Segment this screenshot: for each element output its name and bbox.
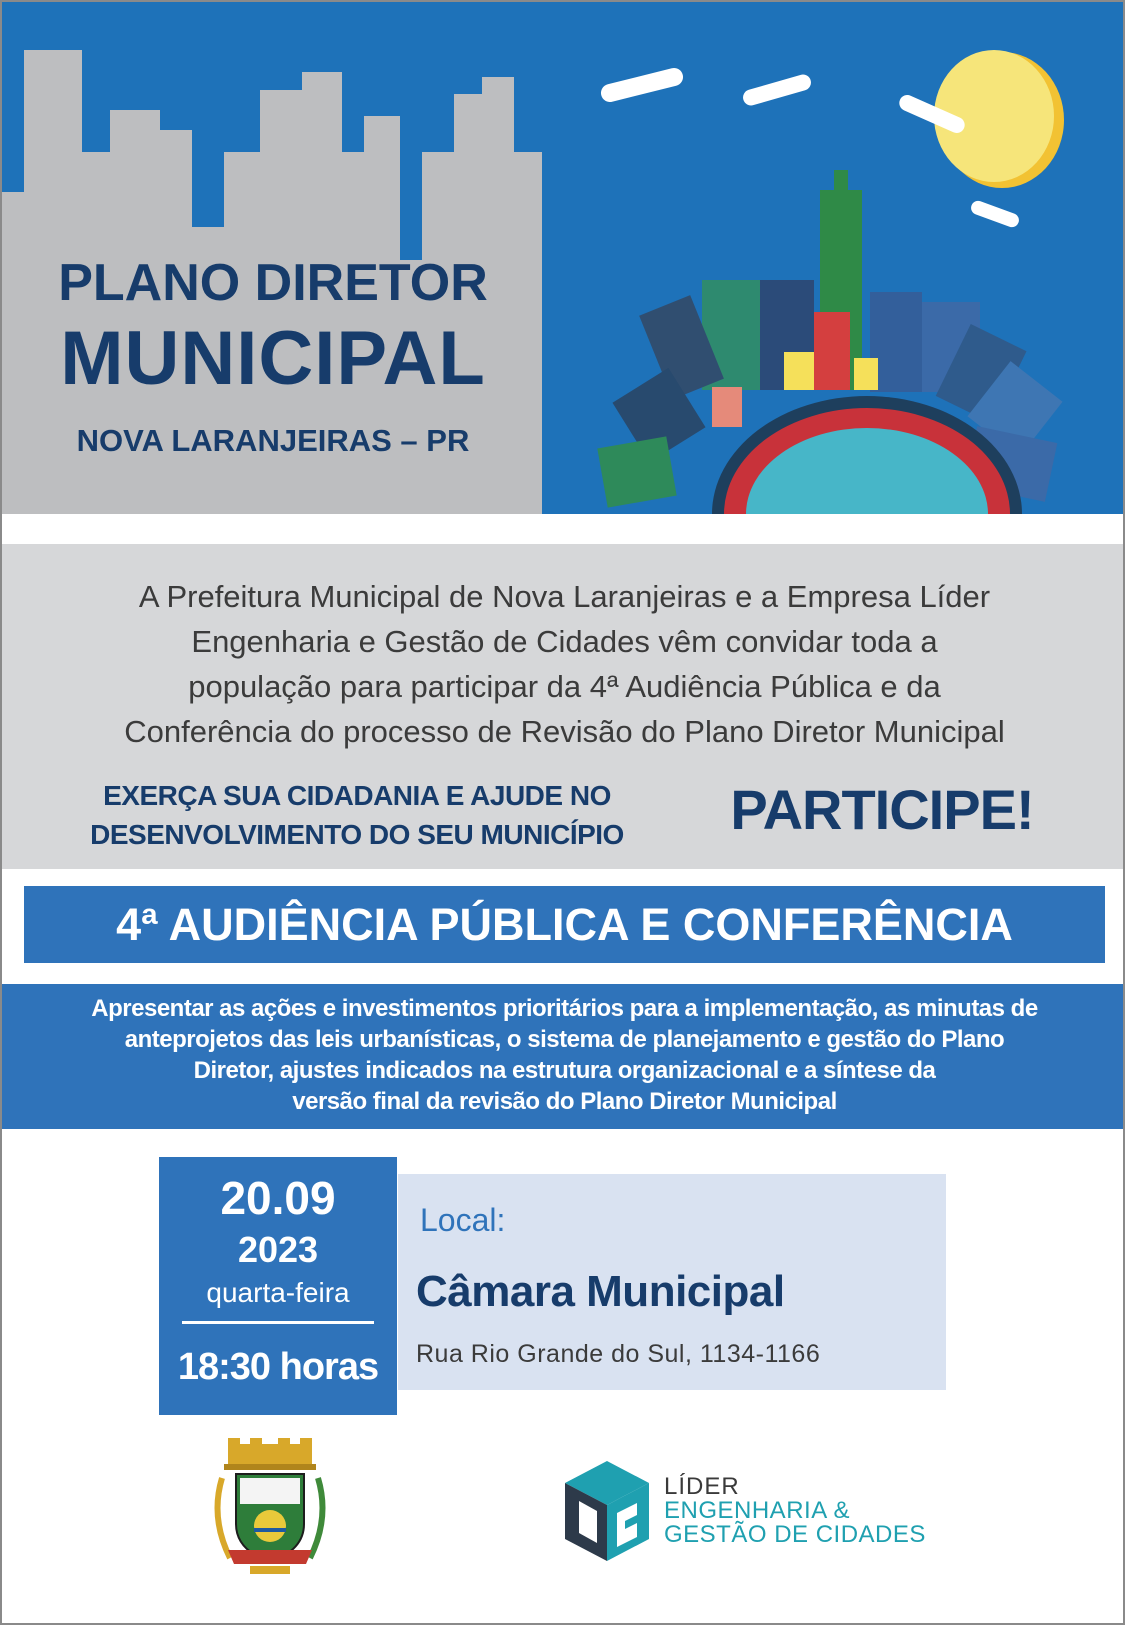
invitation-line: Engenharia e Gestão de Cidades vêm convidar toda a [191,624,938,659]
venue-name: Câmara Municipal [416,1267,785,1316]
event-description [2,984,1125,1129]
title-line1: PLANO DIRETOR [58,254,488,312]
event-date: 20.09 [220,1172,336,1224]
date-box [159,1157,397,1415]
nova-laranjeiras-crest-icon [210,1438,330,1578]
event-weekday: quarta-feira [206,1277,350,1308]
cta-line: EXERÇA SUA CIDADANIA E AJUDE NO [103,780,611,811]
lider-line2: ENGENHARIA & [664,1497,851,1524]
citizenship-call [32,776,682,854]
invitation-line: A Prefeitura Municipal de Nova Laranjeiras e a Empresa Líder [138,579,991,614]
participe-heading: PARTICIPE! [730,778,1034,841]
description-line: Apresentar as ações e investimentos prioritários para a implementação, as minutas de [91,995,1038,1022]
cta-line: DESENVOLVIMENTO DO SEU MUNICÍPIO [90,819,624,850]
title-block [2,254,544,458]
lider-line3: GESTÃO DE CIDADES [664,1521,926,1548]
venue-address: Rua Rio Grande do Sul, 1134-1166 [416,1340,821,1368]
description-line: Diretor, ajustes indicados na estrutura organizacional e a síntese da [193,1057,936,1084]
event-title-banner: 4ª AUDIÊNCIA PÚBLICA E CONFERÊNCIA [24,886,1105,963]
location-subtitle: NOVA LARANJEIRAS – PR [76,423,470,458]
lider-cube-logo-icon [557,1457,657,1565]
description-line: anteprojetos das leis urbanísticas, o sistema de planejamento e gestão do Plano [124,1026,1005,1053]
invitation-panel [2,544,1125,869]
date-divider [182,1321,374,1324]
invitation-line: população para participar da 4ª Audiência Pública e da [188,669,941,704]
lider-wordmark [664,1475,926,1547]
invitation-line: Conferência do processo de Revisão do Plano Diretor Municipal [124,714,1005,749]
venue-label: Local: [420,1202,506,1238]
title-line2: MUNICIPAL [60,316,486,401]
invitation-text [32,574,1097,754]
lider-name: LÍDER [664,1473,740,1500]
venue-box [398,1174,946,1390]
event-year: 2023 [237,1229,319,1270]
description-line: versão final da revisão do Plano Diretor Municipal [292,1088,837,1115]
event-time: 18:30 horas [177,1346,379,1388]
hero-banner [2,2,1125,514]
